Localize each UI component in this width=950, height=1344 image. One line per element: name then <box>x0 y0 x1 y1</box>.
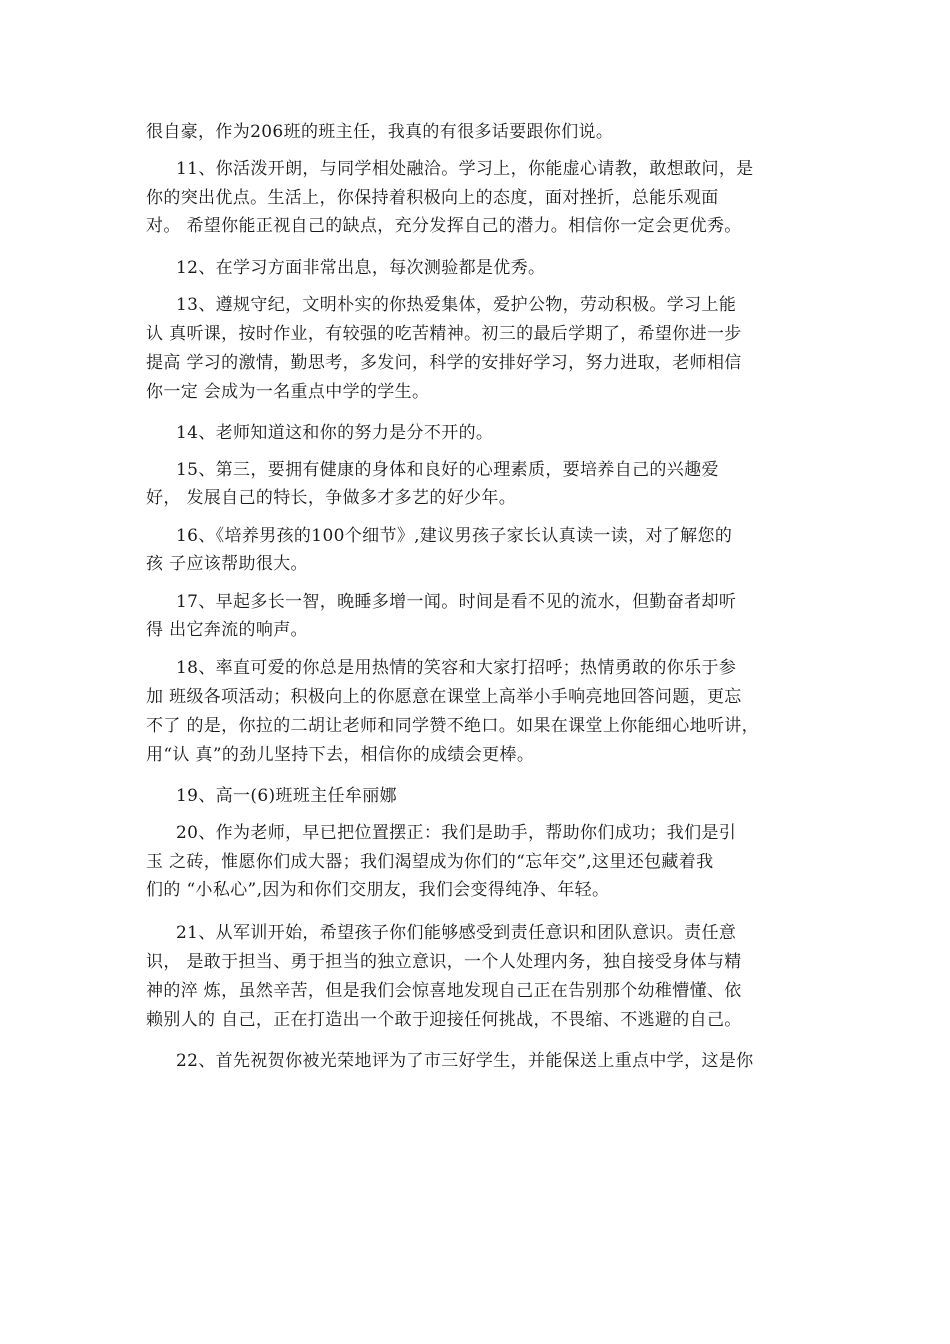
text-line: 认 真听课，按时作业，有较强的吃苦精神。初三的最后学期了，希望你进一步 <box>146 324 742 344</box>
text-line: 得 出它奔流的响声。 <box>146 620 308 640</box>
text-line: 用“认 真”的劲儿坚持下去，相信你的成绩会更棒。 <box>146 745 535 765</box>
text-line: 对。 希望你能正视自己的缺点，充分发挥自己的潜力。相信你一定会更优秀。 <box>146 216 742 236</box>
text-line: 很自豪，作为206班的班主任，我真的有很多话要跟你们说。 <box>146 122 614 142</box>
text-line: 21、从军训开始，希望孩子你们能够感受到责任意识和团队意识。责任意 <box>176 923 737 943</box>
text-line: 孩 子应该帮助很大。 <box>146 554 308 574</box>
text-line: 们的 “小私心”,因为和你们交朋友，我们会变得纯净、年轻。 <box>146 880 610 900</box>
text-line: 不了 的是，你拉的二胡让老师和同学赞不绝口。如果在课堂上你能细心地听讲， <box>146 716 760 736</box>
text-line: 18、率直可爱的你总是用热情的笑容和大家打招呼；热情勇敢的你乐于参 <box>176 658 737 678</box>
text-line: 12、在学习方面非常出息，每次测验都是优秀。 <box>176 258 546 278</box>
text-line: 20、作为老师，早已把位置摆正：我们是助手，帮助你们成功；我们是引 <box>176 823 737 843</box>
text-line: 14、老师知道这和你的努力是分不开的。 <box>176 423 494 443</box>
text-line: 好， 发展自己的特长，争做多才多艺的好少年。 <box>146 488 517 508</box>
text-line: 神的淬 炼，虽然辛苦，但是我们会惊喜地发现自己正在告别那个幼稚懵懂、依 <box>146 981 742 1001</box>
text-line: 赖别人的 自己，正在打造出一个敢于迎接任何挑战，不畏缩、不逃避的自己。 <box>146 1010 742 1030</box>
text-line: 你一定 会成为一名重点中学的学生。 <box>146 382 430 402</box>
text-line: 提高 学习的激情，勤思考，多发问，科学的安排好学习，努力进取，老师相信 <box>146 353 742 373</box>
text-line: 玉 之砖，惟愿你们成大器；我们渴望成为你们的“忘年交”,这里还包藏着我 <box>146 852 714 872</box>
text-line: 加 班级各项活动；积极向上的你愿意在课堂上高举小手响亮地回答问题，更忘 <box>146 687 742 707</box>
text-line: 11、你活泼开朗，与同学相处融洽。学习上，你能虚心请教，敢想敢问，是 <box>176 159 754 179</box>
text-line: 17、早起多长一智，晚睡多增一闻。时间是看不见的流水，但勤奋者却听 <box>176 592 737 612</box>
text-line: 识， 是敢于担当、勇于担当的独立意识，一个人处理内务，独自接受身体与精 <box>146 952 742 972</box>
text-line: 19、高一(6)班班主任牟丽娜 <box>176 786 397 806</box>
text-line: 15、第三，要拥有健康的身体和良好的心理素质，要培养自己的兴趣爱 <box>176 460 719 480</box>
text-line: 22、首先祝贺你被光荣地评为了市三好学生，并能保送上重点中学，这是你 <box>176 1051 754 1071</box>
text-line: 13、遵规守纪，文明朴实的你热爱集体，爱护公物，劳动积极。学习上能 <box>176 295 737 315</box>
text-line: 16、《培养男孩的100个细节》,建议男孩子家长认真读一读，对了解您的 <box>176 526 733 546</box>
text-line: 你的突出优点。生活上，你保持着积极向上的态度，面对挫折，总能乐观面 <box>146 188 719 208</box>
